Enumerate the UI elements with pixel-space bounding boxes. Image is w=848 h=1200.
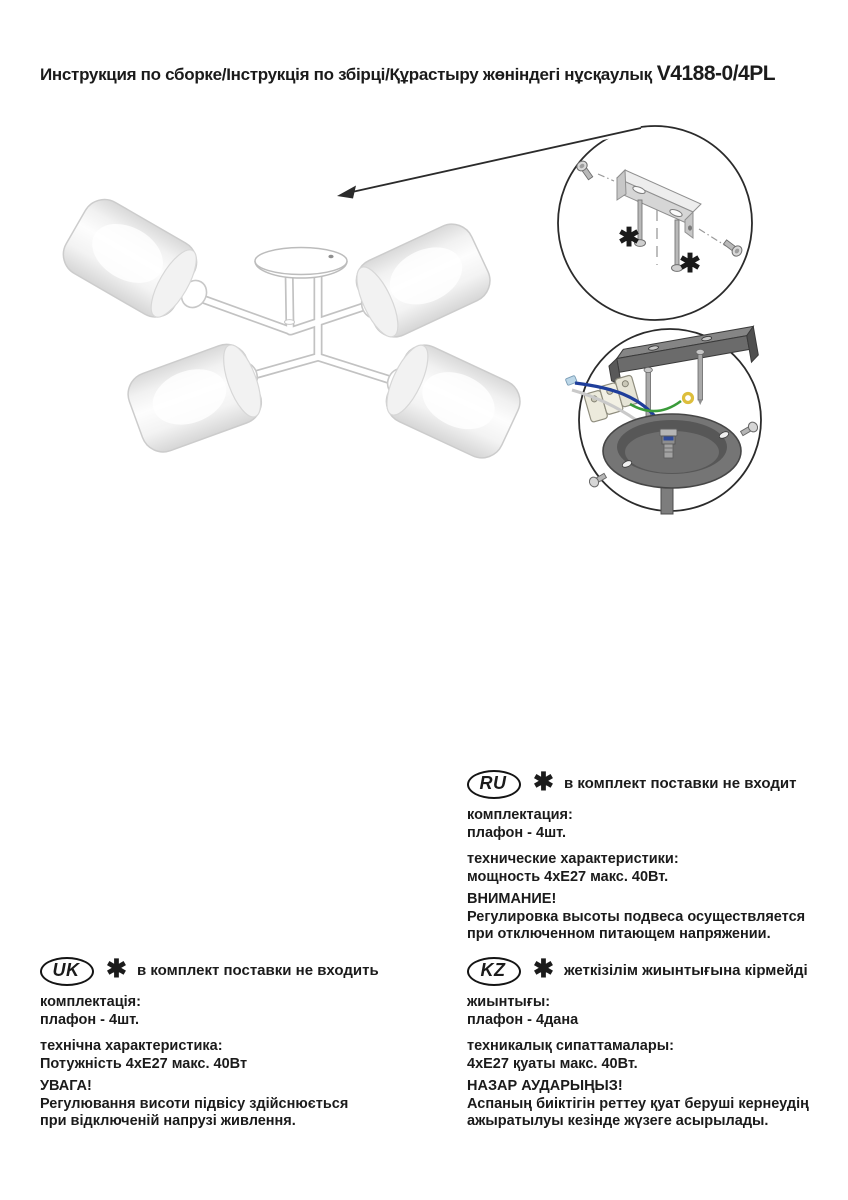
not-included-asterisk: ✱ [618,222,640,252]
section-uk [40,955,450,1131]
footnote-asterisk-icon: ✱ [106,955,127,983]
ceiling-cup [255,248,347,279]
uk-supply-note: в комплект поставки не входить [136,962,379,980]
lamp-illustration [55,191,527,465]
kz-warning-title: НАЗАР АУДАРЫҢЫЗ! [467,1078,623,1094]
ru-supply-note: в комплект поставки не входит [563,775,797,793]
ru-warning-line1: Регулировка высоты подвеса осуществляется [467,908,806,925]
glass-shade-upper-right [347,217,497,345]
uk-kit-value: плафон - 4шт. [40,1011,140,1028]
kz-warning-line2: ажыратылуы кезінде жүзеге асырылады. [467,1113,769,1129]
kz-supply-note: жеткізілім жиынтығына кірмейді [563,962,808,980]
not-included-asterisk: ✱ [679,248,701,278]
uk-warning-title: УВАГА! [40,1078,92,1094]
lang-badge-uk: UK [40,957,94,986]
uk-warning-line2: при відключеній напрузі живлення. [40,1113,296,1129]
section-ru [467,768,842,944]
section-kz-header [467,955,845,987]
ru-warning-line2: при отключенном питающем напряжении. [467,926,771,942]
instruction-diagram [0,100,848,560]
title-model-number: V4188-0/4PL [656,62,776,85]
section-uk-header [40,955,450,987]
kz-kit-title: жиынтығы: [467,994,551,1010]
glass-shade-lower-right [377,337,527,465]
ru-warning-title: ВНИМАНИЕ! [467,891,557,907]
detail-circle-wiring [565,326,761,514]
title-text: Инструкция по сборке/Інструкція по збірці/Құрастыру жөніндегі нұсқаулық [40,65,652,84]
uk-warning-line1: Регулювання висоти підвісу здійснюється [40,1095,349,1112]
glass-shade-upper-left [55,191,206,326]
glass-shade-lower-left [122,338,269,458]
lang-badge-ru: RU [467,770,521,799]
lang-badge-kz: KZ [467,957,521,986]
kz-kit-value: плафон - 4дана [467,1011,579,1028]
footnote-asterisk-icon: ✱ [533,768,554,796]
ru-spec-title: технические характеристики: [467,851,679,867]
footnote-asterisk-icon: ✱ [533,955,554,983]
uk-spec-value: Потужність 4хЕ27 макс. 40Вт [40,1055,248,1072]
uk-spec-title: технічна характеристика: [40,1038,223,1054]
kz-warning-line1: Аспаның биіктігін реттеу қуат беруші кернеудің [467,1095,809,1112]
ru-spec-value: мощность 4хЕ27 макс. 40Вт. [467,868,669,885]
ru-kit-title: комплектация: [467,807,573,823]
kz-spec-title: техникалық сипаттамалары: [467,1038,674,1054]
page-title [40,62,840,86]
section-ru-header [467,768,842,800]
kz-spec-value: 4хЕ27 қуаты макс. 40Вт. [467,1055,638,1072]
section-kz [467,955,845,1131]
ru-kit-value: плафон - 4шт. [467,824,567,841]
uk-kit-title: комплектація: [40,994,141,1010]
detail-circle-bracket [558,126,752,320]
